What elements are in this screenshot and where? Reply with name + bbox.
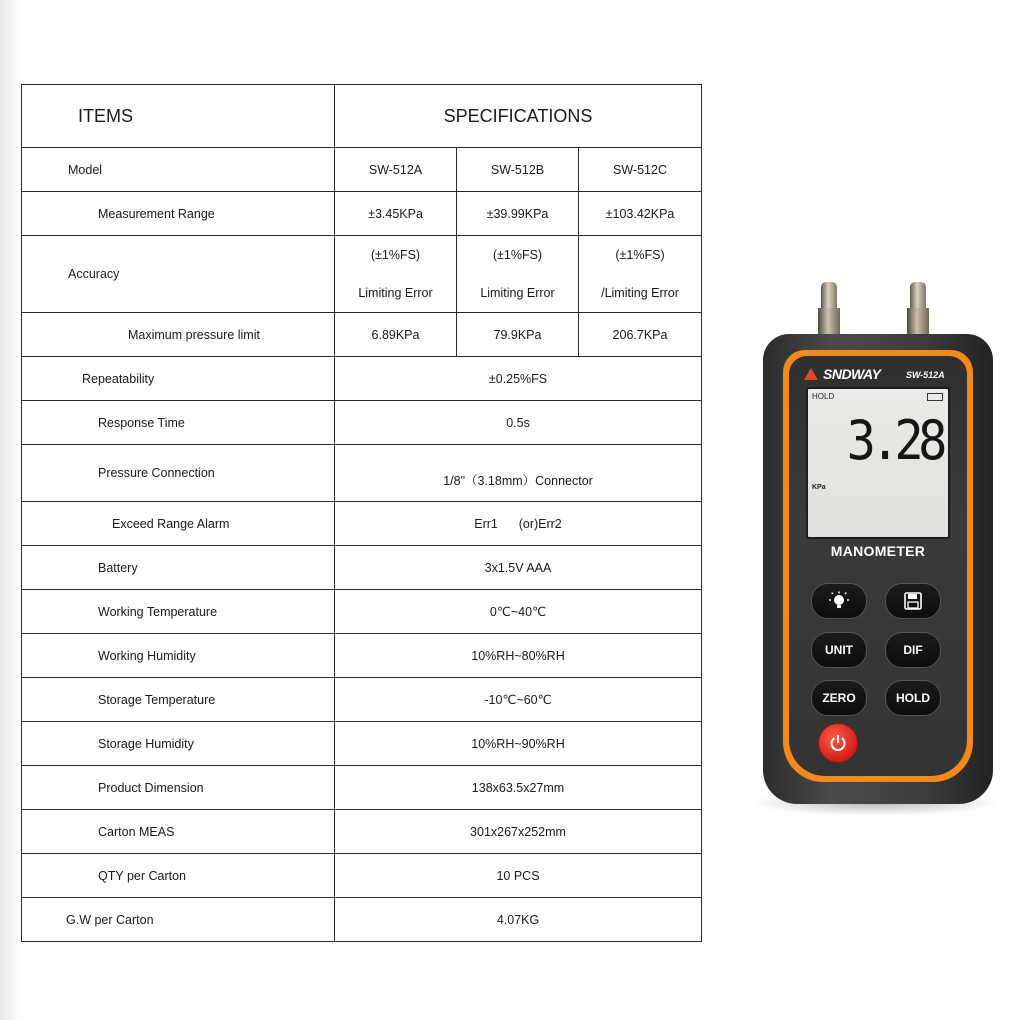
row-label: Storage Humidity <box>22 722 335 766</box>
row-label: Maximum pressure limit <box>22 313 335 357</box>
power-button[interactable] <box>818 723 858 763</box>
accuracy-fs: (±1%FS) <box>492 248 543 262</box>
row-value: 0℃~40℃ <box>335 590 702 634</box>
row-value: 10%RH~90%RH <box>335 722 702 766</box>
row-label: Storage Temperature <box>22 678 335 722</box>
unit-button[interactable]: UNIT <box>811 632 867 668</box>
row-value: 3x1.5V AAA <box>335 546 702 590</box>
power-icon <box>828 733 848 753</box>
table-row-response-time <box>22 401 702 445</box>
accuracy-error: Limiting Error <box>480 286 555 300</box>
manometer-device <box>740 270 1010 830</box>
table-row-storage-temperature <box>22 678 702 722</box>
cell-max-c: 206.7KPa <box>579 313 702 357</box>
table-row-working-temperature <box>22 590 702 634</box>
table-row-storage-humidity <box>22 722 702 766</box>
row-value: -10℃~60℃ <box>335 678 702 722</box>
left-nozzle <box>818 282 840 334</box>
row-label: Battery <box>22 546 335 590</box>
row-label: Product Dimension <box>22 766 335 810</box>
row-value: ±0.25%FS <box>335 357 702 401</box>
table-row-model <box>22 148 702 192</box>
row-value: 0.5s <box>335 401 702 445</box>
table-row-accuracy <box>22 236 702 313</box>
row-value: 138x63.5x27mm <box>335 766 702 810</box>
save-button[interactable] <box>885 583 941 619</box>
table-row-qty-per-carton <box>22 854 702 898</box>
row-value: 10%RH~80%RH <box>335 634 702 678</box>
nozzle-tip <box>821 282 837 310</box>
cell-model-b: SW-512B <box>457 148 579 192</box>
table-row-pressure-connection <box>22 445 702 502</box>
table-row-repeatability <box>22 357 702 401</box>
row-label: Exceed Range Alarm <box>22 502 335 546</box>
table-row-battery <box>22 546 702 590</box>
accuracy-error: Limiting Error <box>358 286 433 300</box>
lightbulb-icon <box>829 591 849 611</box>
lcd-screen <box>806 387 950 539</box>
zero-button[interactable]: ZERO <box>811 680 867 716</box>
table-row-max-pressure <box>22 313 702 357</box>
cell-max-b: 79.9KPa <box>457 313 579 357</box>
row-label: Working Temperature <box>22 590 335 634</box>
backlight-button[interactable] <box>811 583 867 619</box>
lcd-unit: KPa <box>812 484 826 491</box>
table-row-exceed-range-alarm <box>22 502 702 546</box>
row-label: Accuracy <box>22 236 335 313</box>
cell-accuracy-b <box>457 236 579 313</box>
accuracy-fs: (±1%FS) <box>615 248 665 262</box>
row-label: QTY per Carton <box>22 854 335 898</box>
row-value: 4.07KG <box>335 898 702 942</box>
battery-icon <box>927 393 943 401</box>
items-header: ITEMS <box>22 85 335 148</box>
row-value: 1/8"（3.18mm）Connector <box>443 474 593 488</box>
table-row-gw-per-carton <box>22 898 702 942</box>
nozzle-base <box>818 308 840 336</box>
specifications-header: SPECIFICATIONS <box>335 85 702 148</box>
cell-model-c: SW-512C <box>579 148 702 192</box>
brand-logo-icon <box>804 368 818 380</box>
cell-range-b: ±39.99KPa <box>457 192 579 236</box>
row-value-cell <box>335 445 702 502</box>
row-value: 301x267x252mm <box>335 810 702 854</box>
table-row-product-dimension <box>22 766 702 810</box>
row-label: Pressure Connection <box>22 445 335 502</box>
device-model-tag: SW-512A <box>906 370 945 380</box>
nozzle-tip <box>910 282 926 310</box>
row-value: Err1 (or)Err2 <box>335 502 702 546</box>
cell-max-a: 6.89KPa <box>335 313 457 357</box>
cell-accuracy-c <box>579 236 702 313</box>
table-header-row <box>22 85 702 148</box>
nozzle-base <box>907 308 929 336</box>
device-label: MANOMETER <box>830 543 926 559</box>
lcd-hold-indicator: HOLD <box>812 392 835 401</box>
brand-name: SNDWAY <box>823 366 881 382</box>
row-label: Model <box>22 148 335 192</box>
lcd-reading: 3.28 <box>846 409 942 472</box>
page-edge-shade <box>0 0 22 1020</box>
row-label: Repeatability <box>22 357 335 401</box>
cell-range-c: ±103.42KPa <box>579 192 702 236</box>
specifications-table <box>21 84 702 942</box>
row-label: G.W per Carton <box>22 898 335 942</box>
table-row-measurement-range <box>22 192 702 236</box>
table-row-working-humidity <box>22 634 702 678</box>
cell-accuracy-a <box>335 236 457 313</box>
row-label: Measurement Range <box>22 192 335 236</box>
row-label: Carton MEAS <box>22 810 335 854</box>
row-value: 10 PCS <box>335 854 702 898</box>
dif-button[interactable]: DIF <box>885 632 941 668</box>
row-label: Working Humidity <box>22 634 335 678</box>
row-label: Response Time <box>22 401 335 445</box>
accuracy-error: /Limiting Error <box>601 286 679 300</box>
floppy-disk-icon <box>903 591 923 611</box>
accuracy-fs: (±1%FS) <box>370 248 421 262</box>
right-nozzle <box>907 282 929 334</box>
cell-model-a: SW-512A <box>335 148 457 192</box>
table-row-carton-meas <box>22 810 702 854</box>
hold-button[interactable]: HOLD <box>885 680 941 716</box>
cell-range-a: ±3.45KPa <box>335 192 457 236</box>
